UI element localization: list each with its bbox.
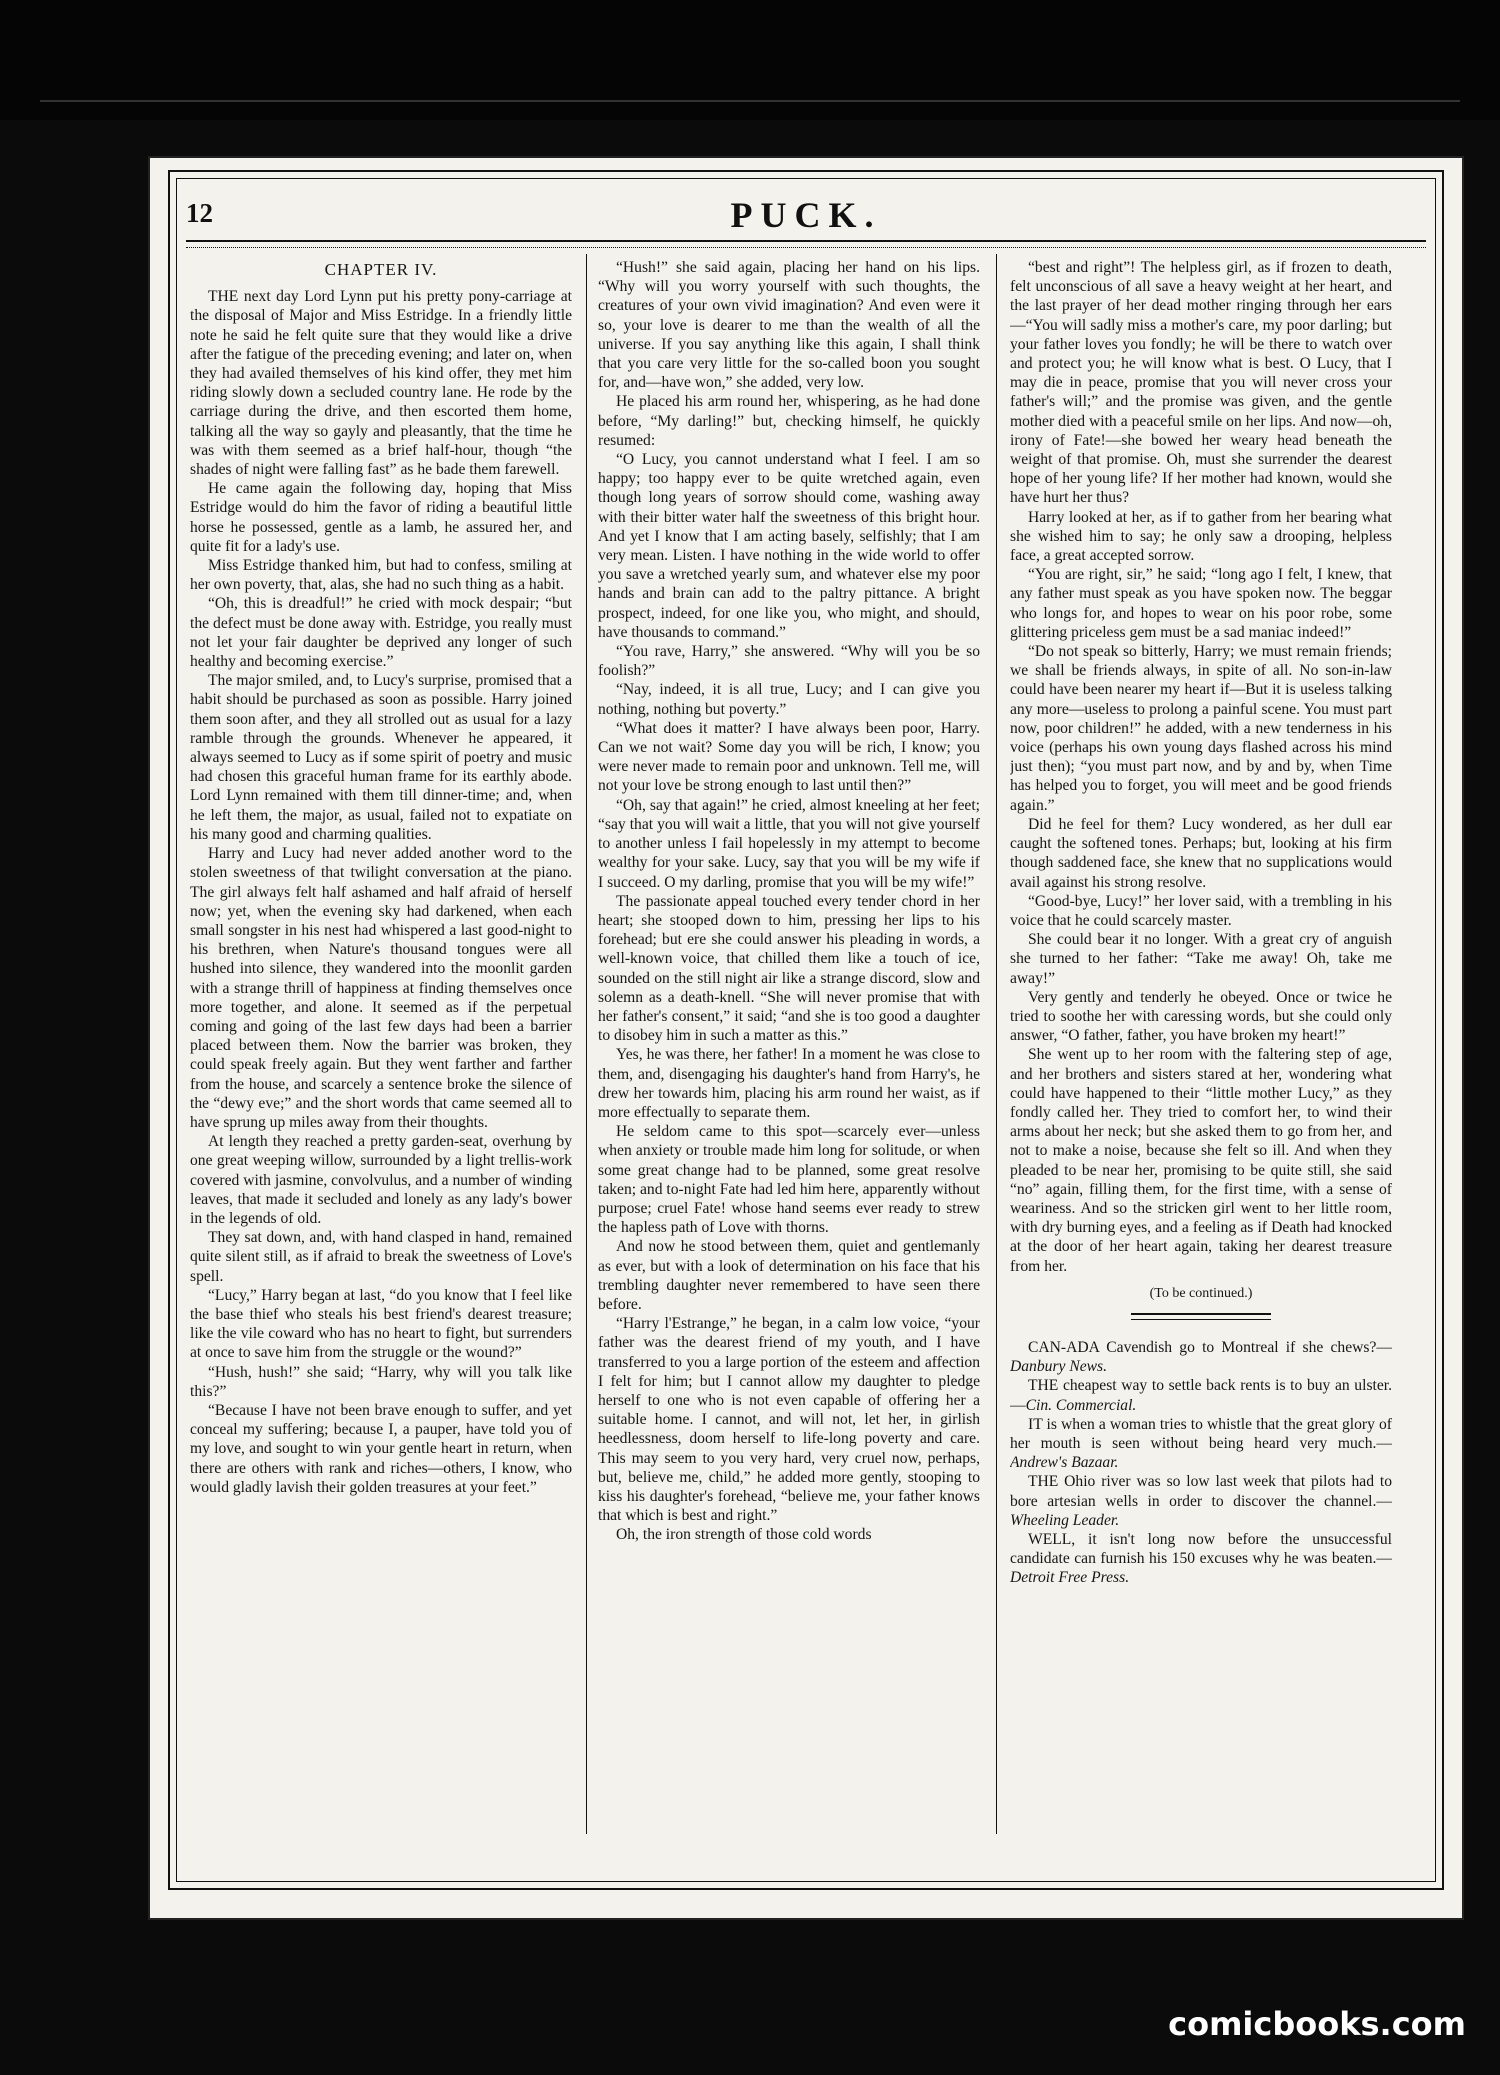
joke-item <box>1010 1472 1392 1530</box>
header-rule <box>186 240 1426 248</box>
section-rule <box>1131 1313 1271 1320</box>
paragraph: Harry looked at her, as if to gather from her bearing what she wished him to say; he only saw a drooping, helpless face, a great accepted sorrow. <box>1010 508 1392 565</box>
paragraph: “Nay, indeed, it is all true, Lucy; and I can give you nothing, nothing but poverty.” <box>598 681 980 718</box>
joke-item <box>1010 1530 1392 1588</box>
joke-item <box>1010 1338 1392 1376</box>
paragraph: “Harry l'Estrange,” he began, in a calm low voice, “your father was the dearest friend of my youth, and I have transferred to you a large portion of the esteem and affection I felt for him; but I cannot allow my daughter to pledge herself to one who is not even capable of offering her a suitable home. I cannot, and will not, let her, in girlish heedlessness, doom herself to life-long poverty and care. This may seem to you very hard, very cruel now, perhaps, but, believe me, child,” he added more gently, stooping to kiss his daughter's forehead, “believe me, your father knows that which is best and right.” <box>598 1315 980 1525</box>
paragraph: “What does it matter? I have always been poor, Harry. Can we not wait? Some day you will be rich, I know; you were never made to remain poor and unknown. Tell me, will not your love be strong enough to last until then?” <box>598 719 980 795</box>
text-column-3 <box>1010 258 1392 1818</box>
paragraph: They sat down, and, with hand clasped in hand, remained quite silent still, as if afraid to break the sweetness of Love's spell. <box>190 1229 572 1285</box>
to-be-continued: (To be continued.) <box>1149 1285 1253 1301</box>
paragraph: And now he stood between them, quiet and gentlemanly as ever, but with a look of determination on his face that his trembling daughter never remembered to have seen there before. <box>598 1238 980 1313</box>
paragraph: Oh, the iron strength of those cold words <box>616 1526 872 1544</box>
paragraph: “Oh, this is dreadful!” he cried with mock despair; “but the defect must be done away with. Estridge, you really must not let your fair daughter be deprived any longer of such healthy and becoming exercise.” <box>190 595 572 671</box>
column-2-paragraphs <box>598 258 980 1545</box>
paragraph: “Hush, hush!” she said; “Harry, why will you talk like this?” <box>190 1363 572 1400</box>
paragraph: She could bear it no longer. With a great cry of anguish she turned to her father: “Take me away! Oh, take me away!” <box>1010 931 1392 987</box>
paragraph: “best and right”! The helpless girl, as if frozen to death, felt unconscious of all save a heavy weight at her heart, and the last prayer of her dead mother ringing through her ears—“You will sadly miss a mother's care, my poor darling; but your father loves you fondly; he will be there to watch over and protect you; he will know what is best. O Lucy, that I may die in peace, promise that you will never cross your father's will;” and the promise was given, and the gentle mother died with a peaceful smile on her lips. And now—oh, irony of Fate!—she bowed her weary head beneath the weight of that promise. Oh, must she surrender the dearest hope of her young life? If her mother had known, would she have hurt her thus? <box>1010 259 1392 507</box>
joke-text: THE cheapest way to settle back rents is to buy an ulster.— <box>1010 1377 1392 1414</box>
text-column-2 <box>598 258 980 1818</box>
paragraph: He came again the following day, hoping that Miss Estridge would do him the favor of riding a beautiful little horse he possessed, gentle as a lamb, he assured her, and quite fit for a lady's use. <box>190 480 572 555</box>
jokes-section <box>1010 1338 1392 1588</box>
watermark: comicbooks.com <box>1168 2005 1466 2043</box>
masthead-title: PUCK. <box>730 195 882 235</box>
joke-source: Andrew's Bazaar. <box>1010 1454 1119 1472</box>
paragraph: “Lucy,” Harry began at last, “do you know that I feel like the base thief who steals his best friend's dearest treasure; like the vile coward who has no heart to fight, but surrenders at once to save him from the struggle or the wound?” <box>190 1286 572 1362</box>
paragraph: The passionate appeal touched every tender chord in her heart; she stooped down to him, pressing her lips to his forehead; but ere she could answer his pleading in words, a well-known voice, that chilled them like a touch of ice, sounded on the still night air like a strange discord, slow and solemn as a death-knell. “She will never promise that with her father's consent,” it said; “and she is too good a daughter to disobey him in such a matter as this.” <box>598 892 980 1045</box>
paragraph: Harry and Lucy had never added another word to the stolen sweetness of that twilight conversation at the piano. The girl always felt half ashamed and half afraid of herself now; yet, when the evening sky had darkened, when each small songster in his nest had whispered a last good-night to his brethren, when Nature's thousand tongues were all hushed into silence, they wandered into the moonlit garden with a strange thrill of happiness at finding themselves once more together, and alone. It seemed as if the perpetual coming and going of the last few days had been a barrier placed between them. Now the barrier was broken, they could speak freely again. But they went farther and farther from the house, and scarcely a sentence broke the silence of the “dewy eve;” and the short words that came seemed all to have sprung up miles away from their thoughts. <box>190 845 572 1131</box>
paragraph: Very gently and tenderly he obeyed. Once or twice he tried to soothe her with caressing words, but she could only answer, “O father, father, you have broken my heart!” <box>1010 988 1392 1045</box>
paragraph: At length they reached a pretty garden-seat, overhung by one great weeping willow, surrounded by a light trellis-work covered with jasmine, convolvulus, and a number of winding leaves, that made it secluded and lonely as any lady's bower in the legends of old. <box>190 1133 572 1227</box>
paragraph: “You rave, Harry,” she answered. “Why will you be so foolish?” <box>598 643 980 680</box>
paragraph: He placed his arm round her, whispering, as he had done before, “My darling!” but, checking himself, he quickly resumed: <box>598 393 980 449</box>
joke-source: Detroit Free Press. <box>1010 1569 1130 1587</box>
paragraph: The major smiled, and, to Lucy's surprise, promised that a habit should be purchased as soon as possible. Harry joined them soon after, and they all strolled out as usual for a lazy ramble through the grounds. Whenever he appeared, it always seemed to Lucy as if some spirit of poetry and music had chosen this graceful human frame for its earthly abode. Lord Lynn remained with them till dinner-time; and, when he left them, the major, as usual, failed not to expatiate on his many good and charming qualities. <box>190 672 572 843</box>
paragraph: “O Lucy, you cannot understand what I feel. I am so happy; too happy ever to be quite wretched again, even though long years of sorrow should come, washing away with their bitter water half the sweetness of this bright hour. And yet I know that I am acting basely, selfishly; that I am very mean. Listen. I have nothing in the wide world to offer you save a wretched yearly sum, and whatever else my poor hands and brain can add to the paltry pittance. A bright prospect, indeed, for one like you, who might, and should, have thousands to command.” <box>598 451 980 641</box>
column-divider <box>586 254 587 1834</box>
joke-text: WELL, it isn't long now before the unsuccessful candidate can furnish his 150 excuses why he was beaten.— <box>1010 1531 1392 1568</box>
paragraph: He seldom came to this spot—scarcely ever—unless when anxiety or trouble made him long for solitude, or when some great change had to be planned, some great resolve taken; and to-night Fate had led him here, apparently without purpose; cruel Fate! whose hand seems ever ready to strew the hapless path of Love with thorns. <box>598 1123 980 1237</box>
paragraph: “Because I have not been brave enough to suffer, and yet conceal my suffering; because I, a pauper, have told you of my love, and sought to win your gentle heart in return, when there are others with rank and riches—others, I know, who would gladly lavish their golden treasures at your feet.” <box>190 1401 572 1496</box>
joke-text: CAN-ADA Cavendish go to Montreal if she chews?— <box>1028 1338 1392 1356</box>
paragraph: She went up to her room with the faltering step of age, and her brothers and sisters stared at her, wondering what could have happened to their “little mother Lucy,” as they fondly called her. They tried to comfort her, to wind their arms about her neck; but she asked them to go from her, and not to make a noise, because she felt so ill. And when they pleaded to be near her, promising to be quite still, she said “no” again, filling them, for the first time, with a sense of weariness. And so the stricken girl went to her little room, with dry burning eyes, and a feeling as if Death had knocked at the door of her heart again, taking her dearest treasure from her. <box>1010 1046 1392 1275</box>
text-column-1 <box>190 258 572 1818</box>
paragraph: “Hush!” she said again, placing her hand on his lips. “Why will you worry yourself with such thoughts, the creatures of your own vivid imagination? And even were it so, your love is dearer to me than the wealth of all the universe. If you say anything like this again, I shall think that you care very little for the so-called boon you sought for, and—have won,” she added, very low. <box>598 259 980 392</box>
column-3-paragraphs <box>1010 258 1392 1276</box>
chapter-heading: CHAPTER IV. <box>324 260 438 279</box>
joke-source: Wheeling Leader. <box>1010 1511 1120 1529</box>
page-number: 12 <box>186 198 213 228</box>
paragraph: Did he feel for them? Lucy wondered, as her dull ear caught the softened tones. Perhaps; but, looking at his firm though saddened face, she knew that no supplications would avail against his strong resolve. <box>1010 815 1392 891</box>
page-header <box>186 194 1426 234</box>
column-divider <box>996 254 997 1834</box>
joke-text: IT is when a woman tries to whistle that the great glory of her mouth is seen without being heard very much.— <box>1010 1415 1392 1452</box>
joke-text: THE Ohio river was so low last week that pilots had to bore artesian wells in order to discover the channel.— <box>1010 1473 1392 1510</box>
paragraph: “Oh, say that again!” he cried, almost kneeling at her feet; “say that you will wait a little, that you will not give yourself to another unless I fail hopelessly in my attempt to become wealthy for your sake. Lucy, say that you will be my wife if I succeed. O my darling, promise that you will be my wife!” <box>598 796 980 891</box>
paragraph: “Do not speak so bitterly, Harry; we must remain friends; we shall be friends always, in spite of all. No son-in-law could have been nearer my heart if—But it is useless talking any more—useless to prolong a painful scene. You must part now, poor children!” he added, with a new tenderness in his voice (perhaps his own young days flashed across his mind just then); “you must part now, and by and by, when Time has helped you to forget, you will meet and be good friends again.” <box>1010 643 1392 814</box>
scan-background <box>0 0 1500 120</box>
magazine-page <box>150 158 1462 1918</box>
joke-item <box>1010 1376 1392 1414</box>
joke-source: Cin. Commercial. <box>1025 1396 1137 1414</box>
paragraph: THE next day Lord Lynn put his pretty pony-carriage at the disposal of Major and Miss Estridge. In a friendly little note he said he felt quite sure that they would like a drive after the fatigue of the preceding evening; and later on, when they had availed themselves of his kind offer, they met him riding slowly down a secluded country lane. He rode by the carriage during the drive, and then escorted them home, talking all the way so gayly and pleasantly, that the time he was with them seemed as a brief half-hour, though “the shades of night were falling fast” as he bade them farewell. <box>190 288 572 479</box>
paragraph: “Good-bye, Lucy!” her lover said, with a trembling in his voice that he could scarcely master. <box>1010 892 1392 929</box>
paragraph: “You are right, sir,” he said; “long ago I felt, I knew, that any father must speak as you have spoken now. The beggar who longs for, and hopes to wear on his poor robe, some glittering priceless gem must be a sad maniac indeed!” <box>1010 566 1392 641</box>
paragraph: Yes, he was there, her father! In a moment he was close to them, and, disengaging his daughter's hand from Harry's, he drew her towards him, placing his arm round her waist, as if more effectually to separate them. <box>598 1046 980 1121</box>
binding-edge <box>40 100 1460 102</box>
joke-item <box>1010 1415 1392 1473</box>
paragraph: Miss Estridge thanked him, but had to confess, smiling at her own poverty, that, alas, she had no such thing as a habit. <box>190 557 572 594</box>
joke-source: Danbury News. <box>1010 1358 1108 1376</box>
column-1-paragraphs <box>190 287 572 1497</box>
